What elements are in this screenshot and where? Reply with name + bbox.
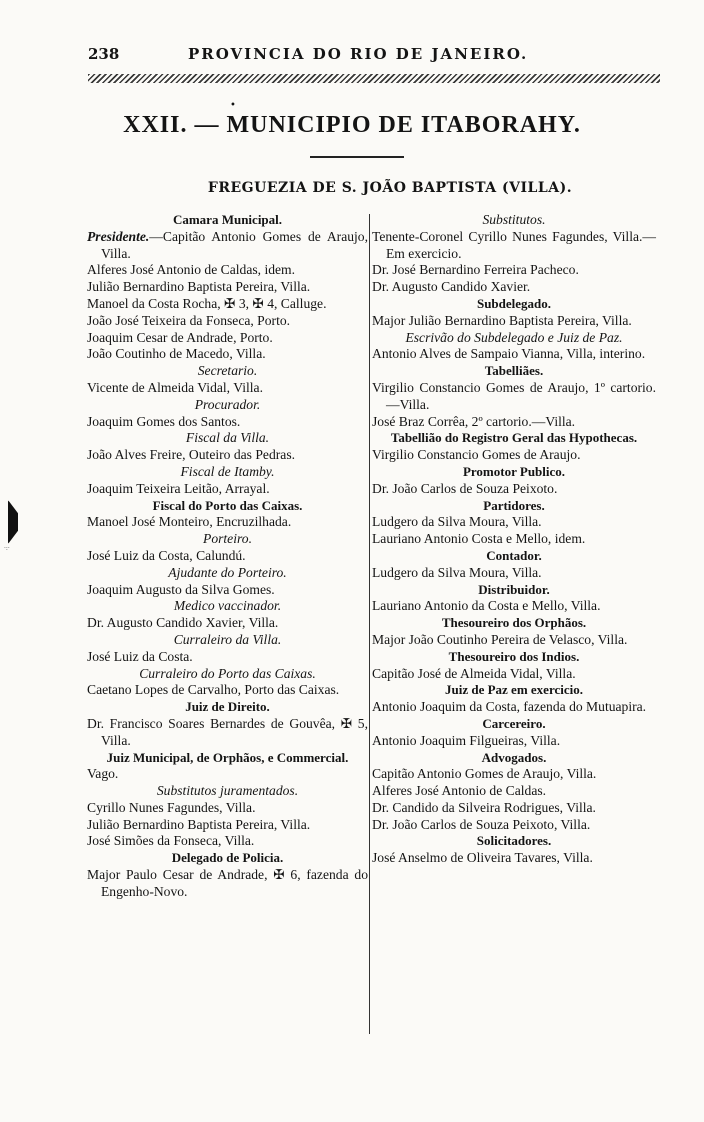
office-heading: Medico vaccinador.: [173, 598, 282, 614]
directory-entry: [372, 598, 656, 615]
parish-subtitle: FREGUEZIA DE S. JOÃO BAPTISTA (VILLA).: [207, 180, 573, 196]
office-heading: Ajudante do Porteiro.: [168, 564, 287, 580]
column-divider: [369, 214, 370, 1034]
section-heading: Contador.: [486, 547, 542, 563]
office-heading: Curraleiro do Porto das Caixas.: [139, 665, 316, 681]
directory-entry: [87, 380, 368, 397]
office-heading: Procurador.: [194, 396, 261, 412]
directory-entry: [372, 313, 656, 330]
entry-text: Manoel da Costa Rocha, ✠ 3, ✠ 4, Calluge.: [87, 295, 327, 311]
section-heading: Promotor Publico.: [462, 463, 566, 479]
directory-entry: [87, 514, 368, 531]
entry-text: Capitão José de Almeida Vidal, Villa.: [372, 665, 576, 681]
entry-text: Lauriano Antonio da Costa e Mello, Villa.: [372, 598, 601, 614]
entry-text: José Anselmo de Oliveira Tavares, Villa.: [372, 850, 593, 866]
office-heading: Fiscal de Itamby.: [180, 463, 275, 479]
ink-specks: ·:·: [4, 545, 10, 552]
directory-entry: [372, 380, 656, 414]
entry-text: Joaquim Teixeira Leitão, Arrayal.: [87, 480, 270, 496]
entry-text: José Luiz da Costa, Calundú.: [87, 547, 246, 563]
entry-text: José Simões da Fonseca, Villa.: [87, 833, 255, 849]
directory-entry: [372, 514, 656, 531]
entry-text: Capitão Antonio Gomes de Araujo, Villa.: [372, 766, 597, 782]
section-heading: Distribuidor.: [478, 581, 550, 597]
directory-entry: [372, 699, 656, 716]
directory-entry: [87, 481, 368, 498]
chapter-title: XXII. — MUNICIPIO DE ITABORAHY.: [123, 112, 581, 138]
directory-entry: [372, 733, 656, 750]
directory-entry: [372, 817, 656, 834]
directory-entry: [87, 296, 368, 313]
entry-text: Ludgero da Silva Moura, Villa.: [372, 514, 542, 530]
directory-entry: [87, 867, 368, 901]
entry-text: Caetano Lopes de Carvalho, Porto das Caixas.: [87, 682, 340, 698]
directory-entry: [372, 279, 656, 296]
section-heading: Fiscal do Porto das Caixas.: [152, 497, 303, 513]
office-heading: Substitutos.: [482, 212, 546, 227]
print-dot: •: [230, 100, 236, 111]
entry-text: Tenente-Coronel Cyrillo Nunes Fagundes, Villa.—Em exercicio.: [372, 228, 656, 261]
entry-text: Alferes José Antonio de Caldas.: [372, 783, 547, 799]
office-heading: Curraleiro da Villa.: [173, 631, 282, 647]
entry-text: Antonio Joaquim da Costa, fazenda do Mutuapira.: [372, 699, 647, 715]
directory-entry: [87, 346, 368, 363]
directory-entry: [372, 632, 656, 649]
entry-text: Alferes José Antonio de Caldas, idem.: [87, 262, 296, 278]
directory-entry: [372, 800, 656, 817]
directory-entry: [372, 447, 656, 464]
entry-text: Dr. Candido da Silveira Rodrigues, Villa.: [372, 799, 596, 815]
directory-entry: [87, 279, 368, 296]
section-heading: Thesoureiro dos Orphãos.: [441, 615, 587, 631]
entry-text: Joaquim Augusto da Silva Gomes.: [87, 581, 275, 597]
entry-text: Joaquim Cesar de Andrade, Porto.: [87, 329, 273, 345]
running-title: PROVINCIA DO RIO DE JANEIRO.: [188, 45, 529, 63]
entry-text: Antonio Alves de Sampaio Vianna, Villa, interino.: [372, 346, 646, 362]
directory-entry: [372, 850, 656, 867]
entry-text: Joaquim Gomes dos Santos.: [87, 413, 241, 429]
entry-text: Julião Bernardino Baptista Pereira, Villa.: [87, 816, 311, 832]
directory-entry: [87, 447, 368, 464]
section-heading: Juiz de Direito.: [185, 699, 270, 715]
binding-mark: [8, 500, 18, 544]
office-heading: Substitutos juramentados.: [156, 783, 299, 799]
directory-entry: [87, 649, 368, 666]
entry-text: Cyrillo Nunes Fagundes, Villa.: [87, 799, 256, 815]
section-heading: Thesoureiro dos Indios.: [448, 648, 580, 664]
directory-entry: [372, 766, 656, 783]
entry-text: Virgilio Constancio Gomes de Araujo.: [372, 447, 581, 463]
directory-entry: [87, 229, 368, 263]
directory-entry: [87, 582, 368, 599]
entry-text: Major Julião Bernardino Baptista Pereira, Villa.: [372, 312, 632, 328]
entry-text: João Coutinho de Macedo, Villa.: [87, 346, 266, 362]
right-column: [372, 212, 656, 867]
directory-entry: [372, 262, 656, 279]
entry-text: José Braz Corrêa, 2º cartorio.—Villa.: [372, 413, 576, 429]
directory-entry: [87, 682, 368, 699]
section-heading: Delegado de Policia.: [171, 850, 284, 866]
directory-entry: [372, 414, 656, 431]
title-rule: [310, 156, 404, 158]
directory-entry: [372, 229, 656, 263]
section-heading: Solicitadores.: [476, 833, 552, 849]
entry-text: Vicente de Almeida Vidal, Villa.: [87, 379, 263, 395]
entry-text: Dr. Francisco Soares Bernardes de Gouvêa, ✠ 5, Villa.: [87, 715, 368, 748]
entry-text: Dr. Augusto Candido Xavier.: [372, 279, 531, 295]
directory-entry: [87, 833, 368, 850]
directory-entry: [372, 783, 656, 800]
directory-entry: [87, 766, 368, 783]
office-heading: Secretario.: [197, 363, 258, 379]
section-heading: Advogados.: [481, 749, 547, 765]
entry-text: Dr. João Carlos de Souza Peixoto, Villa.: [372, 816, 591, 832]
section-heading: Camara Municipal.: [172, 212, 283, 227]
entry-text: Dr. José Bernardino Ferreira Pacheco.: [372, 262, 579, 278]
entry-text: Vago.: [87, 766, 119, 782]
entry-text: Major Paulo Cesar de Andrade, ✠ 6, fazenda do Engenho-Novo.: [87, 867, 368, 899]
directory-entry: [87, 262, 368, 279]
entry-text: Julião Bernardino Baptista Pereira, Villa.: [87, 279, 311, 295]
entry-text: —Capitão Antonio Gomes de Araujo, Villa.: [101, 228, 368, 261]
entry-text: José Luiz da Costa.: [87, 648, 193, 664]
section-heading: Juiz Municipal, de Orphãos, e Commercial.: [106, 749, 349, 765]
entry-label: Presidente.: [87, 228, 150, 244]
directory-entry: [87, 716, 368, 750]
directory-entry: [87, 817, 368, 834]
office-heading: Fiscal da Villa.: [185, 430, 270, 446]
entry-text: Antonio Joaquim Filgueiras, Villa.: [372, 732, 561, 748]
entry-text: Dr. Augusto Candido Xavier, Villa.: [87, 615, 279, 631]
directory-entry: [87, 800, 368, 817]
directory-entry: [87, 548, 368, 565]
directory-entry: [87, 313, 368, 330]
entry-text: Virgilio Constancio Gomes de Araujo, 1º cartorio.—Villa.: [372, 379, 656, 412]
section-heading: Juiz de Paz em exercicio.: [444, 682, 583, 698]
directory-entry: [372, 481, 656, 498]
entry-text: Lauriano Antonio Costa e Mello, idem.: [372, 531, 586, 547]
directory-entry: [372, 565, 656, 582]
directory-entry: [87, 414, 368, 431]
office-heading: Escrivão do Subdelegado e Juiz de Paz.: [405, 329, 623, 345]
directory-entry: [87, 615, 368, 632]
page-number: 238: [88, 45, 120, 63]
left-column: [87, 212, 368, 901]
directory-entry: [372, 666, 656, 683]
section-heading: Tabellião do Registro Geral das Hypothecas.: [390, 430, 638, 446]
directory-entry: [87, 330, 368, 347]
section-heading: Partidores.: [483, 497, 545, 513]
directory-entry: [372, 346, 656, 363]
entry-text: João José Teixeira da Fonseca, Porto.: [87, 312, 291, 328]
entry-text: João Alves Freire, Outeiro das Pedras.: [87, 447, 296, 463]
office-heading: Porteiro.: [203, 531, 252, 547]
entry-text: Ludgero da Silva Moura, Villa.: [372, 564, 542, 580]
section-heading: Subdelegado.: [476, 295, 552, 311]
directory-entry: [372, 531, 656, 548]
entry-text: Major João Coutinho Pereira de Velasco, Villa.: [372, 631, 628, 647]
entry-text: Dr. João Carlos de Souza Peixoto.: [372, 480, 558, 496]
ornamental-rule: [88, 74, 660, 83]
entry-text: Manoel José Monteiro, Encruzilhada.: [87, 514, 292, 530]
section-heading: Tabelliães.: [484, 363, 544, 379]
section-heading: Carcereiro.: [482, 715, 546, 731]
